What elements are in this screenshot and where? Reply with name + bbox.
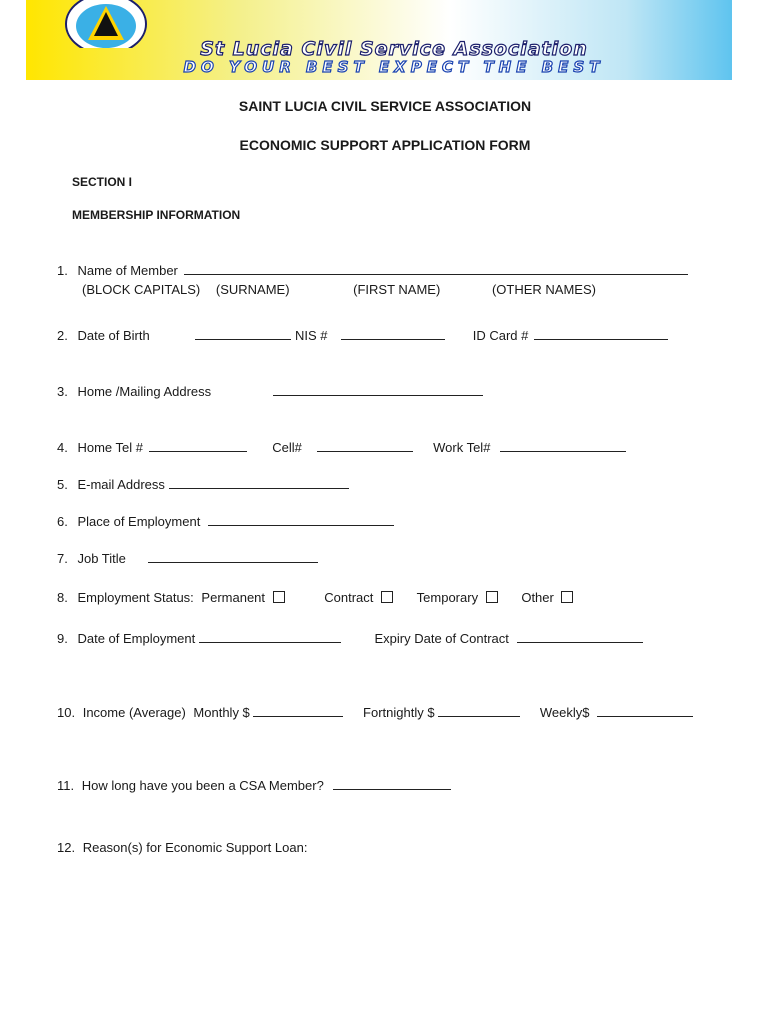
cell-label: Cell#: [272, 440, 302, 455]
dob-input-line[interactable]: [195, 327, 291, 340]
contract-label: Contract: [324, 590, 374, 605]
nis-input-line[interactable]: [341, 327, 445, 340]
field-telephone: [57, 439, 626, 455]
question-number: 7.: [57, 551, 68, 566]
hint-first-name: (FIRST NAME): [353, 282, 441, 297]
weekly-label: Weekly$: [539, 705, 590, 720]
id-card-input-line[interactable]: [534, 327, 668, 340]
field-employment-status: [57, 590, 573, 605]
field-loan-reasons: [57, 840, 307, 855]
work-tel-label: Work Tel#: [433, 440, 491, 455]
header-banner: [26, 0, 732, 80]
employment-date-input-line[interactable]: [199, 630, 341, 643]
nis-label: NIS #: [294, 328, 328, 343]
expiry-date-label: Expiry Date of Contract: [374, 631, 509, 646]
expiry-date-input-line[interactable]: [517, 630, 643, 643]
hint-other-names: (OTHER NAMES): [491, 282, 596, 297]
question-number: 10.: [57, 705, 76, 720]
temporary-checkbox[interactable]: [486, 591, 498, 603]
field-date-of-birth: [57, 327, 668, 343]
monthly-input-line[interactable]: [253, 704, 343, 717]
field-label: Reason(s) for Economic Support Loan:: [82, 840, 308, 855]
hint-surname: (SURNAME): [215, 282, 290, 297]
question-number: 6.: [57, 514, 68, 529]
fortnightly-label: Fortnightly $: [363, 705, 435, 720]
employment-place-input-line[interactable]: [208, 513, 394, 526]
email-input-line[interactable]: [169, 476, 349, 489]
question-number: 3.: [57, 384, 68, 399]
field-membership-duration: [57, 777, 451, 793]
hint-block-capitals: (BLOCK CAPITALS): [82, 282, 201, 297]
weekly-input-line[interactable]: [597, 704, 693, 717]
field-label: Date of Birth: [77, 328, 150, 343]
field-label: Income (Average): [82, 705, 186, 720]
question-number: 12.: [57, 840, 76, 855]
temporary-label: Temporary: [416, 590, 479, 605]
form-title: ECONOMIC SUPPORT APPLICATION FORM: [239, 137, 531, 153]
question-number: 9.: [57, 631, 68, 646]
contract-checkbox[interactable]: [381, 591, 393, 603]
field-place-of-employment: [57, 513, 394, 529]
page-title: SAINT LUCIA CIVIL SERVICE ASSOCIATION: [238, 98, 532, 114]
field-label: E-mail Address: [77, 477, 165, 492]
question-number: 4.: [57, 440, 68, 455]
field-job-title: [57, 550, 318, 566]
id-card-label: ID Card #: [472, 328, 529, 343]
field-mailing-address: [57, 383, 483, 399]
other-label: Other: [521, 590, 554, 605]
field-label: Name of Member: [77, 263, 178, 278]
membership-duration-input-line[interactable]: [333, 777, 451, 790]
banner-slogan: DO YOUR BEST EXPECT THE BEST: [183, 58, 605, 76]
permanent-label: Permanent: [201, 590, 266, 605]
permanent-checkbox[interactable]: [273, 591, 285, 603]
other-checkbox[interactable]: [561, 591, 573, 603]
field-label: Date of Employment: [77, 631, 196, 646]
name-input-line[interactable]: [184, 262, 688, 275]
question-number: 8.: [57, 590, 68, 605]
field-label: Job Title: [77, 551, 126, 566]
subsection-heading: MEMBERSHIP INFORMATION: [72, 208, 241, 222]
address-input-line[interactable]: [273, 383, 483, 396]
question-number: 5.: [57, 477, 68, 492]
field-income: [57, 704, 693, 720]
field-label: Place of Employment: [77, 514, 201, 529]
field-date-of-employment: [57, 630, 643, 646]
fortnightly-input-line[interactable]: [438, 704, 520, 717]
question-number: 11.: [57, 778, 75, 793]
field-email: [57, 476, 349, 492]
section-heading: SECTION I: [72, 175, 133, 189]
home-tel-input-line[interactable]: [149, 439, 247, 452]
banner-association-name: St Lucia Civil Service Association: [200, 38, 588, 60]
question-number: 2.: [57, 328, 68, 343]
field-label: Home /Mailing Address: [77, 384, 212, 399]
field-label: How long have you been a CSA Member?: [81, 778, 324, 793]
cell-input-line[interactable]: [317, 439, 413, 452]
question-number: 1.: [57, 263, 68, 278]
field-label: Home Tel #: [77, 440, 143, 455]
job-title-input-line[interactable]: [148, 550, 318, 563]
field-name-of-member: [57, 262, 688, 278]
name-hints: [82, 282, 596, 297]
monthly-label: Monthly $: [193, 705, 250, 720]
work-tel-input-line[interactable]: [500, 439, 626, 452]
field-label: Employment Status:: [77, 590, 194, 605]
